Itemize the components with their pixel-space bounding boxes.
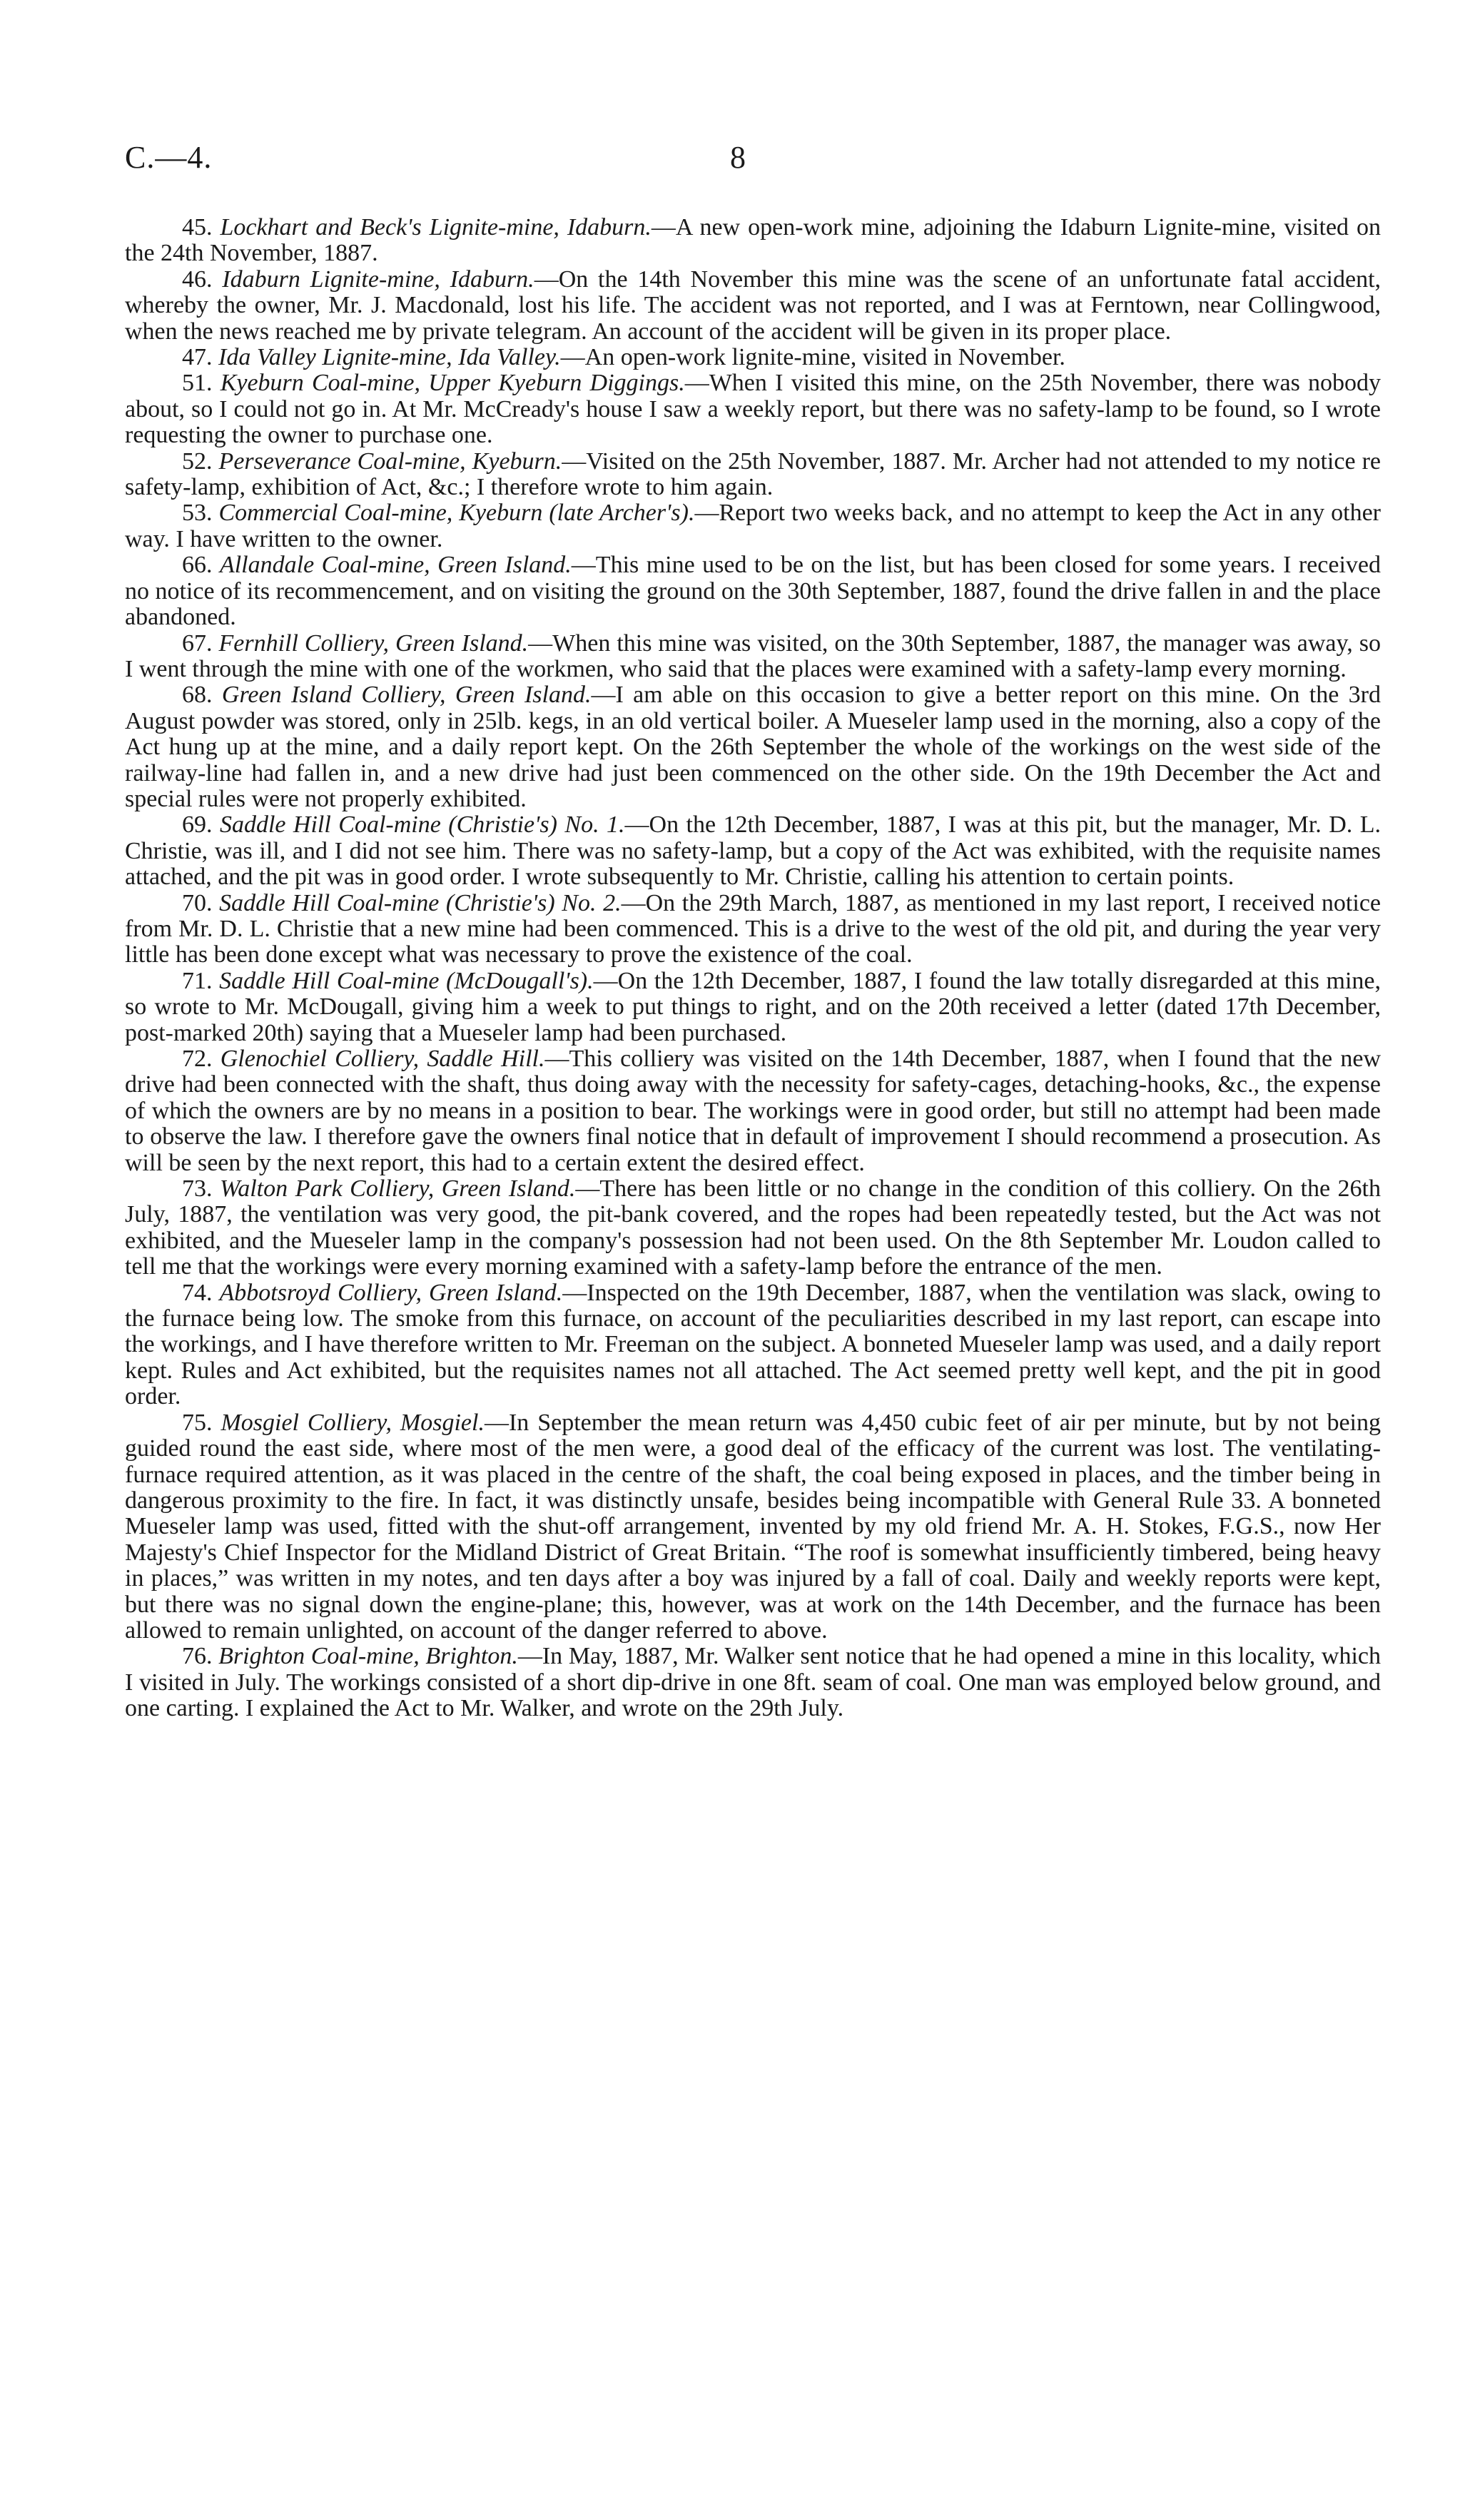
entry-number: 67. (182, 629, 213, 657)
entry-heading: Perseverance Coal-mine, Kyeburn. (218, 447, 562, 475)
entry-heading: Walton Park Colliery, Green Island. (220, 1175, 576, 1203)
running-header (125, 139, 1381, 189)
entry-heading: Fernhill Colliery, Green Island. (218, 629, 529, 657)
entry-body: —In September the mean return was 4,450 cubic feet of air per minute, but by not being guided round the east side, where most of the men were, a good deal of the efficacy of the current was lost. The ventilating-furnace required attention, as it was placed in the centre of the shaft, the coal being exposed in places, and the timber being in dangerous proximity to the fire. In fact, it was distinctly unsafe, besides being incompatible with General Rule 33. A bonneted Mueseler lamp was used, fitted with the shut-off arrangement, invented by my old friend Mr. A. H. Stokes, F.G.S., now Her Majesty's Chief Inspector for the Midland District of Great Britain. “The roof is somewhat insufficiently timbered, being heavy in places,” was written in my notes, and ten days after a boy was injured by a fall of coal. Daily and weekly reports were kept, but there was no signal down the engine-plane; this, however, was at work on the 14th December, and the furnace has been allowed to remain unlighted, on account of the danger referred to above. (125, 1409, 1381, 1644)
mine-entry (125, 1280, 1381, 1410)
entry-heading: Saddle Hill Coal-mine (Christie's) No. 1. (219, 811, 625, 839)
entry-body: —Visited on the 25th November, 1887. Mr. Archer had not attended to my notice re safety-lamp, exhibition of Act, &c.; I therefore wrote to him again. (125, 447, 1381, 501)
entry-body: —When I visited this mine, on the 25th November, there was nobody about, so I could not go in. At Mr. McCready's house I saw a weekly report, but there was no safety-lamp to be found, so I wrote requesting the owner to purchase one. (125, 370, 1381, 449)
mine-entry (125, 449, 1381, 501)
entry-number: 53. (182, 500, 213, 527)
mine-entry (125, 631, 1381, 683)
report-reference: C.—4. (125, 140, 213, 175)
entry-number: 75. (182, 1409, 213, 1436)
entry-body: —On the 12th December, 1887, I was at this pit, but the manager, Mr. D. L. Christie, was ill, and I did not see him. There was no safety-lamp, but a copy of the Act was exhibited, with the requisite names attached, and the pit was in good order. I wrote subsequently to Mr. Christie, calling his attention to certain points. (125, 811, 1381, 891)
mine-entry (125, 345, 1381, 370)
entry-heading: Saddle Hill Coal-mine (McDougall's). (219, 967, 594, 994)
entry-number: 72. (182, 1046, 213, 1072)
entry-body: —In May, 1887, Mr. Walker sent notice that he had opened a mine in this locality, which I visited in July. The workings consisted of a short dip-drive in one 8ft. seam of coal. One man was employed below ground, and one carting. I explained the Act to Mr. Walker, and wrote on the 29th July. (125, 1643, 1381, 1722)
mine-entry (125, 968, 1381, 1046)
entry-heading: Idaburn Lignite-mine, Idaburn. (222, 265, 534, 293)
entry-body: —Report two weeks back, and no attempt to keep the Act in any other way. I have written to the owner. (125, 500, 1381, 552)
entry-number: 69. (182, 811, 213, 839)
entry-heading: Glenochiel Colliery, Saddle Hill. (220, 1046, 545, 1072)
mine-entry (125, 812, 1381, 890)
page-number: 8 (730, 140, 746, 175)
entry-heading: Lockhart and Beck's Lignite-mine, Idaburn. (220, 214, 652, 241)
entry-heading: Saddle Hill Coal-mine (Christie's) No. 2. (219, 889, 622, 916)
entry-body: —A new open-work mine, adjoining the Idaburn Lignite-mine, visited on the 24th November, 1887. (125, 214, 1382, 267)
entry-number: 68. (182, 682, 213, 709)
entry-body: —This colliery was visited on the 14th December, 1887, when I found that the new drive had been connected with the shaft, thus doing away with the necessity for safety-cages, detaching-hooks, &c., the expense of which the owners are by no means in a position to bear. The workings were in good order, but still no attempt had been made to observe the law. I therefore gave the owners final notice that in default of improvement I should recommend a prosecution. As will be seen by the next report, this had to a certain extent the desired effect. (125, 1046, 1382, 1176)
entry-number: 47. (182, 344, 213, 371)
entry-number: 66. (182, 552, 213, 579)
entry-number: 45. (182, 214, 213, 241)
entry-heading: Abbotsroyd Colliery, Green Island. (219, 1279, 563, 1306)
entry-number: 71. (182, 967, 213, 994)
mine-entry (125, 1046, 1381, 1176)
entry-heading: Kyeburn Coal-mine, Upper Kyeburn Diggings. (220, 370, 685, 397)
entry-body: —This mine used to be on the list, but has been closed for some years. I received no notice of its recommencement, and on visiting the ground on the 30th September, 1887, found the drive fallen in and the place abandoned. (125, 552, 1381, 631)
mine-entry (125, 682, 1381, 812)
entry-body: —Inspected on the 19th December, 1887, when the ventilation was slack, owing to the furnace being low. The smoke from this furnace, on account of the peculiarities described in my last report, can escape into the workings, and I have therefore written to Mr. Freeman on the subject. A bonneted Mueseler lamp was used, and a daily report kept. Rules and Act exhibited, but the requisites names not all attached. The Act seemed pretty well kept, and the pit in good order. (125, 1279, 1382, 1410)
entry-heading: Ida Valley Lignite-mine, Ida Valley. (218, 344, 561, 371)
document-page (125, 139, 1381, 1722)
entry-heading: Allandale Coal-mine, Green Island. (219, 552, 572, 579)
entry-number: 73. (182, 1175, 213, 1203)
mine-entry (125, 891, 1381, 968)
mine-entry (125, 552, 1381, 630)
entry-body: —On the 29th March, 1887, as mentioned in my last report, I received notice from Mr. D. L. Christie that a new mine had been commenced. This is a drive to the west of the old pit, and during the year very little has been done except what was necessary to prove the existence of the coal. (125, 889, 1382, 968)
mine-entry (125, 267, 1381, 345)
entry-number: 70. (182, 889, 213, 916)
entry-body: —When this mine was visited, on the 30th September, 1887, the manager was away, so I went through the mine with one of the workmen, who said that the places were examined with a safety-lamp every morning. (125, 629, 1382, 682)
entry-heading: Commercial Coal-mine, Kyeburn (late Archer's). (218, 500, 695, 527)
entry-body: —I am able on this occasion to give a better report on this mine. On the 3rd August powder was stored, only in 25lb. kegs, in an old vertical boiler. A Mueseler lamp used in the morning, also a copy of the Act hung up at the mine, and a daily report kept. On the 26th September the whole of the workings on the west side of the railway-line had fallen in, and a new drive had just been commenced on the other side. On the 19th December the Act and special rules were not properly exhibited. (125, 682, 1382, 812)
entry-body: —On the 14th November this mine was the scene of an unfortunate fatal accident, whereby the owner, Mr. J. Macdonald, lost his life. The accident was not reported, and I was at Ferntown, near Collingwood, when the news reached me by private telegram. An account of the accident will be given in its proper place. (125, 265, 1382, 345)
mine-entry (125, 370, 1381, 448)
mine-entry (125, 1410, 1381, 1644)
entry-body: —On the 12th December, 1887, I found the law totally disregarded at this mine, so wrote to Mr. McDougall, giving him a week to put things to right, and on the 20th received a letter (dated 17th December, post-marked 20th) saying that a Mueseler lamp had been purchased. (125, 967, 1382, 1046)
mine-entry (125, 500, 1381, 552)
entry-number: 51. (182, 370, 213, 397)
entry-number: 52. (182, 447, 213, 475)
mine-report-entries (125, 215, 1381, 1722)
entry-heading: Mosgiel Colliery, Mosgiel. (221, 1409, 485, 1436)
entry-heading: Green Island Colliery, Green Island. (221, 682, 592, 709)
mine-entry (125, 215, 1381, 267)
entry-number: 46. (182, 265, 213, 293)
mine-entry (125, 1176, 1381, 1280)
entry-number: 76. (182, 1643, 213, 1670)
mine-entry (125, 1644, 1381, 1721)
entry-body: —An open-work lignite-mine, visited in November. (560, 344, 1065, 371)
entry-heading: Brighton Coal-mine, Brighton. (218, 1643, 518, 1670)
entry-number: 74. (182, 1279, 213, 1306)
entry-body: —There has been little or no change in the condition of this colliery. On the 26th July, 1887, the ventilation was very good, the pit-bank covered, and the ropes had been repeatedly tested, but the Act was not exhibited, and the Mueseler lamp in the company's possession had not been used. On the 8th September Mr. Loudon called to tell me that the workings were every morning examined with a safety-lamp before the entrance of the men. (125, 1175, 1381, 1280)
